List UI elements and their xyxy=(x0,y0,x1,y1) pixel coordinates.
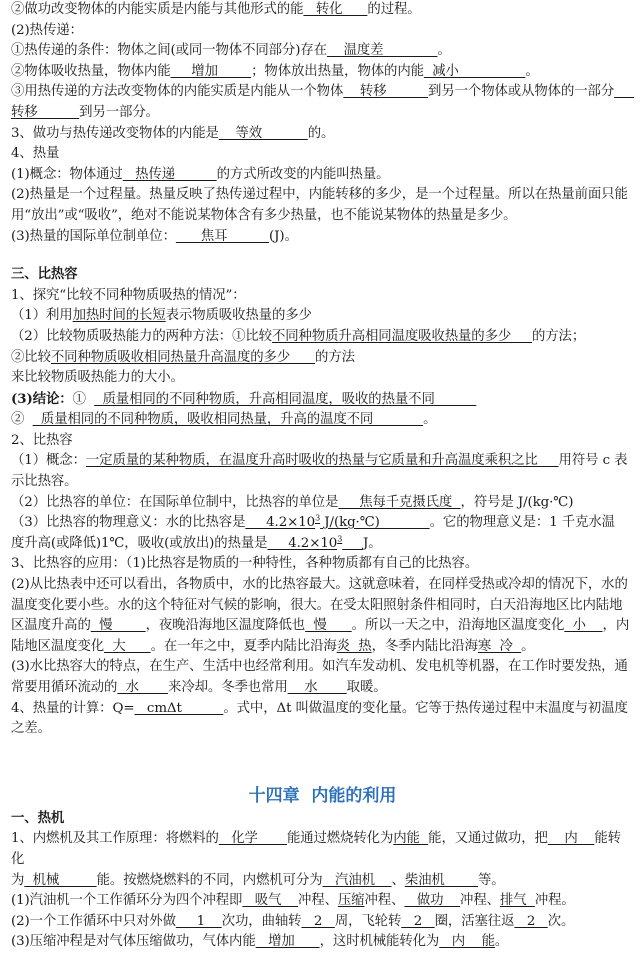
text-segment: 。 xyxy=(423,412,437,428)
text-line xyxy=(11,348,634,369)
answer-blank: 不同种物质升高相同温度吸收热量的多少 xyxy=(271,328,532,344)
text-segment: 1、内燃机及其工作原理：将燃料的 xyxy=(11,831,219,847)
text-line xyxy=(11,144,634,165)
text-segment: 次功，曲轴转 xyxy=(221,913,302,929)
text-segment: 来比较物质吸热能力的大小。 xyxy=(11,370,184,386)
text-line xyxy=(11,912,634,933)
text-line xyxy=(11,871,634,892)
section-heading: 三、比热容 xyxy=(11,266,78,283)
text-line xyxy=(11,82,634,103)
answer-blank: 不同种物质吸收相同热量升高温度的多少 xyxy=(50,349,316,365)
text-segment: ；物体放出热量，物体的内能 xyxy=(251,63,424,79)
text-segment: 。所以一天之中，沿海地区温度变化 xyxy=(351,618,565,634)
answer-blank: 4.2×10 xyxy=(245,515,316,531)
text-line xyxy=(11,657,634,698)
text-segment: 能。按燃烧燃料的不同，内燃机可分为 xyxy=(96,872,323,888)
text-segment: (2)从比热表中还可以看出，各物质中，水的比热容最大。这就意味着，在同样受热或冷却的情况下，水的温度变化要小些。水的这个特征对气候的影响，很大。在受太阳照射条件相同时，白天沿海地区比内陆地区温度升高的 xyxy=(11,577,628,634)
text-segment: 到另一部分。 xyxy=(79,104,159,120)
answer-blank: 寒 冷 xyxy=(477,638,522,654)
text-segment: ①热传递的条件：物体之间(或同一物体不同部分)存在 xyxy=(11,43,327,59)
text-line xyxy=(11,451,634,472)
text-line xyxy=(11,472,634,493)
text-segment: 4、热量 xyxy=(11,146,60,162)
section-heading: (3)结论： xyxy=(11,390,73,407)
text-segment: 能转化 xyxy=(11,831,621,867)
text-segment: (3)水比热容大的特点，在生产、生活中也经常利用。如汽车发动机、发电机等机器，在工作时要发热，通常要用循环流动的 xyxy=(11,659,628,695)
answer-blank: 加热时间的长短 xyxy=(72,308,166,324)
text-segment: 。 xyxy=(521,638,535,654)
text-line xyxy=(11,534,634,555)
text-segment: ，夜晚沿海地区温度降低也 xyxy=(145,618,306,634)
text-line xyxy=(11,932,634,953)
answer-blank: 增加 xyxy=(170,63,252,79)
text-segment: ，内陆地区温度变化 xyxy=(11,618,630,654)
answer-blank: 热传递 xyxy=(122,166,217,182)
text-segment: (J)。 xyxy=(268,228,298,244)
text-segment: 到另一个物体或从物体的一部分 xyxy=(428,84,615,100)
text-line xyxy=(11,21,634,42)
text-segment: 2、比热容 xyxy=(11,432,73,448)
text-line xyxy=(11,103,634,124)
text-segment: 圈，活塞往返 xyxy=(434,913,515,929)
text-line xyxy=(11,829,634,870)
text-line xyxy=(11,327,634,348)
text-line xyxy=(11,808,634,830)
text-segment: 的。 xyxy=(307,125,335,141)
answer-blank: 柴油机 xyxy=(404,872,478,888)
text-segment: 的方法 xyxy=(315,349,355,365)
chapter-title xyxy=(11,784,634,808)
text-line xyxy=(11,368,634,389)
text-segment: (1)汽油机一个工作循环分为四个冲程即 xyxy=(11,893,243,909)
answer-blank: 排气 xyxy=(499,893,535,909)
text-segment: 能，又通过做功，把 xyxy=(428,831,548,847)
text-segment: (3)压缩冲程是对气体压缩做功，气体内能 xyxy=(11,934,256,950)
text-line xyxy=(11,431,634,452)
text-segment: 表示物质吸收热量的多少 xyxy=(165,308,312,324)
answer-blank: 内 xyxy=(547,831,595,847)
answer-blank: 焦每千克摄氏度 xyxy=(338,494,461,510)
answer-blank: 内 能 xyxy=(439,934,495,950)
text-line xyxy=(11,41,634,62)
text-segment: 等。 xyxy=(477,872,505,888)
text-line xyxy=(11,0,634,21)
text-segment: ③用热传递的方法改变物体的内能实质是内能从一个物体 xyxy=(11,84,344,100)
answer-blank: 转移 xyxy=(343,84,429,100)
text-segment: 度升高(或降低)1℃，吸收(或放出)的热量是 xyxy=(11,535,268,551)
text-segment: 的方式所改变的内能叫热量。 xyxy=(216,166,390,182)
text-segment: （2）比热容的单位：在国际单位制中，比热容的单位是 xyxy=(11,494,339,510)
text-line xyxy=(11,306,634,327)
text-segment: （2）比较物质吸热能力的两种方法：①比较 xyxy=(11,328,272,344)
answer-blank: 汽油机 xyxy=(322,872,392,888)
text-segment: (1)概念：物体通过 xyxy=(11,166,123,182)
answer-blank: 2 xyxy=(301,913,335,929)
text-segment: ②做功改变物体的内能实质是内能与其他形式的能 xyxy=(11,2,304,17)
text-line xyxy=(11,124,634,145)
text-segment: ① xyxy=(72,391,95,407)
section-spacer xyxy=(11,247,634,264)
text-line xyxy=(11,513,634,534)
text-segment: ②比较 xyxy=(11,349,51,365)
answer-blank: 压缩 xyxy=(337,893,365,909)
section-spacer xyxy=(11,740,634,784)
text-segment: 。它的物理意义是：1 千克水温 xyxy=(429,515,615,531)
answer-blank: 慢 xyxy=(305,618,352,634)
text-segment: （1）概念： xyxy=(11,453,86,469)
answer-blank: 慢 xyxy=(90,618,146,634)
text-segment: ，冬季内陆比沿海 xyxy=(371,638,478,654)
answer-blank: 机械 xyxy=(24,872,97,888)
text-segment: 冲程、 xyxy=(460,893,500,909)
text-line xyxy=(11,493,634,514)
text-segment: 取暖。 xyxy=(346,680,387,695)
text-segment: (2)热传递： xyxy=(11,22,83,38)
text-segment: 的过程。 xyxy=(367,2,421,17)
answer-blank: 2 xyxy=(514,913,548,929)
text-segment: 冲程、 xyxy=(298,893,338,909)
answer-blank: cmΔt xyxy=(134,700,224,716)
answer-blank: 减小 xyxy=(423,63,526,79)
text-line xyxy=(11,699,634,740)
text-segment: (2)热量是一个过程量。热量反映了热传递过程中，内能转移的多少，是一个过程量。所以在热量前面只能用“放出”或“吸收”，绝对不能说某物体含有多少热量，也不能说某物体的热量是多少。 xyxy=(11,187,628,223)
text-segment: 冲程、 xyxy=(364,893,405,909)
answer-blank: 3 xyxy=(315,513,321,523)
answer-blank: 3 xyxy=(337,534,343,544)
text-segment: 用符号 c 表 xyxy=(558,453,628,469)
answer-blank: J/(kg·℃) xyxy=(320,515,430,531)
text-segment: 周，飞轮转 xyxy=(334,913,402,929)
answer-blank: 做功 xyxy=(404,893,461,909)
text-segment: 来冷却。冬季也常用 xyxy=(168,680,288,695)
text-segment: 示比热容。 xyxy=(11,474,78,490)
text-segment: 十四章 内能的利用 xyxy=(248,785,397,806)
section-heading: 一、热机 xyxy=(11,809,65,826)
text-line xyxy=(11,554,634,575)
text-line xyxy=(11,62,634,83)
text-segment: ②物体吸收热量，物体内能 xyxy=(11,63,171,79)
text-segment: 。在一年之中，夏季内陆比沿海 xyxy=(150,638,337,654)
answer-blank: 水 xyxy=(287,680,347,695)
text-segment: ② xyxy=(11,412,33,428)
text-line xyxy=(11,389,634,411)
answer-blank: 等效 xyxy=(218,125,308,141)
text-segment: 。 xyxy=(437,43,451,59)
text-segment: 的方法； xyxy=(531,328,586,344)
answer-blank: 2 xyxy=(401,913,435,929)
text-segment: 冲程。 xyxy=(534,893,575,909)
answer-blank: 一定质量的某种物质，在温度升高时吸收的热量与它质量和升高温度乘积之比 xyxy=(85,453,559,469)
answer-blank: 水 xyxy=(117,680,169,695)
answer-blank: 大 xyxy=(104,638,151,654)
answer-blank: 内能 xyxy=(393,831,429,847)
text-segment: ，这时机械能转化为 xyxy=(319,934,440,950)
answer-blank xyxy=(614,84,634,99)
text-segment: 为 xyxy=(11,872,25,888)
answer-blank: 1 xyxy=(175,913,222,929)
text-segment: （3）比热容的物理意义：水的比热容是 xyxy=(11,515,246,531)
answer-blank: 温度差 xyxy=(326,43,438,59)
text-segment: ，符号是 J/(kg·℃) xyxy=(460,494,574,510)
text-segment: (3)热量的国际单位制单位： xyxy=(11,228,176,244)
text-line xyxy=(11,264,634,286)
text-line xyxy=(11,227,634,248)
answer-blank: 增加 xyxy=(255,934,320,950)
text-segment: （1）利用 xyxy=(11,308,73,324)
text-line xyxy=(11,185,634,226)
answer-blank: 质量相同的不同种物质，升高相同温度，吸收的热量不同 xyxy=(94,391,477,407)
text-segment: 能通过燃烧转化为 xyxy=(286,831,394,847)
text-segment: 次。 xyxy=(547,913,575,929)
text-segment: J。 xyxy=(363,535,382,551)
answer-blank xyxy=(342,536,363,551)
text-segment: 。 xyxy=(525,63,539,79)
text-segment: 4、热量的计算：Q= xyxy=(11,700,135,716)
text-segment: 3、比热容的应用：（1)比热容是物质的一种特性，各种物质都有自己的比热容。 xyxy=(11,556,479,572)
text-segment: 、 xyxy=(391,872,405,888)
text-line xyxy=(11,891,634,912)
text-line xyxy=(11,286,634,307)
text-segment: 。 xyxy=(494,934,509,950)
answer-blank: 化学 xyxy=(218,831,287,847)
answer-blank: 转化 xyxy=(303,2,368,17)
text-segment: (2)一个工作循环中只对外做 xyxy=(11,913,176,929)
answer-blank: 焦耳 xyxy=(175,228,269,244)
answer-blank: 炎 热 xyxy=(336,638,372,654)
answer-blank: 小 xyxy=(564,618,603,634)
answer-blank: 质量相同的不同种物质，吸收相同热量，升高的温度不同 xyxy=(32,412,424,428)
answer-blank: 转移 xyxy=(11,104,80,120)
text-line xyxy=(11,410,634,431)
text-segment: 。式中，Δt 叫做温度的变化量。它等于热传递过程中末温度与初温度之差。 xyxy=(11,700,628,737)
text-segment: 3、做功与热传递改变物体的内能是 xyxy=(11,125,219,141)
text-segment: 1、探究“比较不同种物质吸热的情况”： xyxy=(11,287,246,303)
text-line xyxy=(11,575,634,657)
answer-blank: 4.2×10 xyxy=(267,535,338,551)
answer-blank: 吸气 xyxy=(242,893,299,909)
text-line xyxy=(11,165,634,186)
